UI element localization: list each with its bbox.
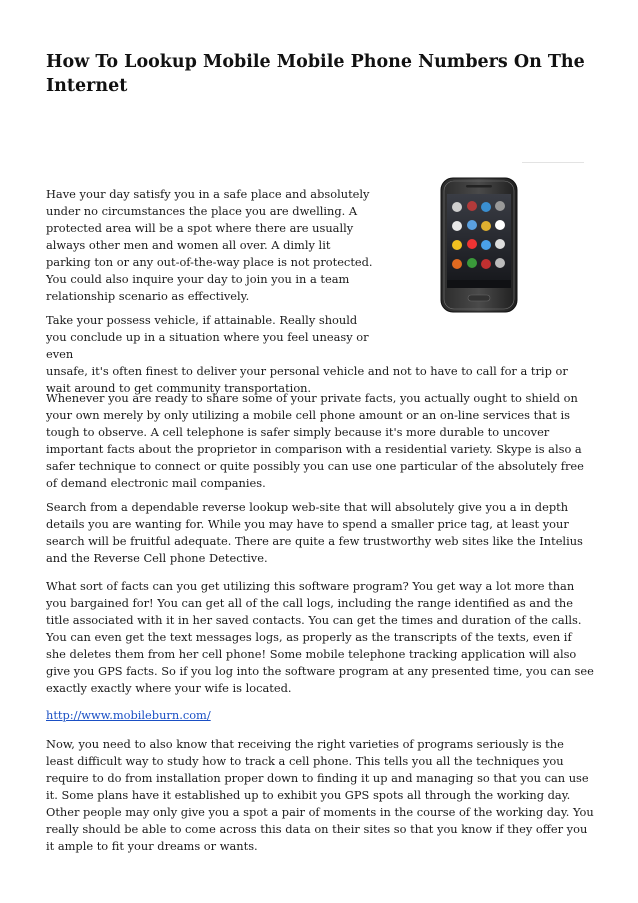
mobileburn-link[interactable]: http://www.mobileburn.com/ xyxy=(46,708,211,722)
paragraph xyxy=(46,312,594,397)
paragraph: Have your day satisfy you in a safe place and absolutely under no circumstances the place you are dwelling. A protected area will be a spot where there are usually always other men and women all over. A dimly lit parking ton or any out-of-the-way place is not protected. You could also inquire your day to join you in a team relationship scenario as effectively. xyxy=(46,187,373,303)
smartphone-icon xyxy=(438,176,520,314)
paragraph: What sort of facts can you get utilizing this software program? You get way a lot more than you bargained for! You can get all of the call logs, including the range identified as and the title associated with it in her saved contacts. You can get the times and duration of the calls. You can even get the text messages logs, as properly as the transcripts of the texts, even if she deletes them from her cell phone! Some mobile telephone tracking application will also give you GPS facts. So if you log into the software program at any presented time, you can see exactly exactly where your wife is located. xyxy=(46,579,594,695)
paragraph: Search from a dependable reverse lookup web-site that will absolutely give you a in depth details you are wanting for. While you may have to spend a smaller price tag, at least your search will be fruitful adequate. There are quite a few trustworthy web sites like the Intelius and the Reverse Cell phone Detective. xyxy=(46,500,583,565)
paragraph-full-part: unsafe, it's often finest to deliver your personal vehicle and not to have to call for a trip or wait around to get community transportation. xyxy=(46,364,568,395)
paragraph-wrapped-part: Take your possess vehicle, if attainable. Really should you conclude up in a situation where you feel uneasy or even xyxy=(46,313,369,361)
paragraph: Whenever you are ready to share some of your private facts, you actually ought to shield on your own merely by only utilizing a mobile cell phone amount or an on-line services that is tough to observe. A cell telephone is safer simply because it's more durable to uncover important facts about the proprietor in comparison with a residential variety. Skype is also a safer technique to connect or quite possibly you can use one particular of the absolutely free of demand electronic mail companies. xyxy=(46,391,584,490)
page-title: How To Lookup Mobile Mobile Phone Numbers On The Internet xyxy=(46,52,585,96)
paragraph: Now, you need to also know that receiving the right varieties of programs seriously is the least difficult way to study how to track a cell phone. This tells you all the techniques you require to do from installation proper down to finding it up and managing so that you can use it. Some plans have it established up to exhibit you GPS spots all through the working day. Other people may only give you a spot a pair of moments in the course of the working day. You really should be able to come across this data on their sites so that you know if they offer you it ample to fit your dreams or wants. xyxy=(46,737,594,853)
divider xyxy=(522,162,584,163)
paragraph xyxy=(46,707,594,724)
